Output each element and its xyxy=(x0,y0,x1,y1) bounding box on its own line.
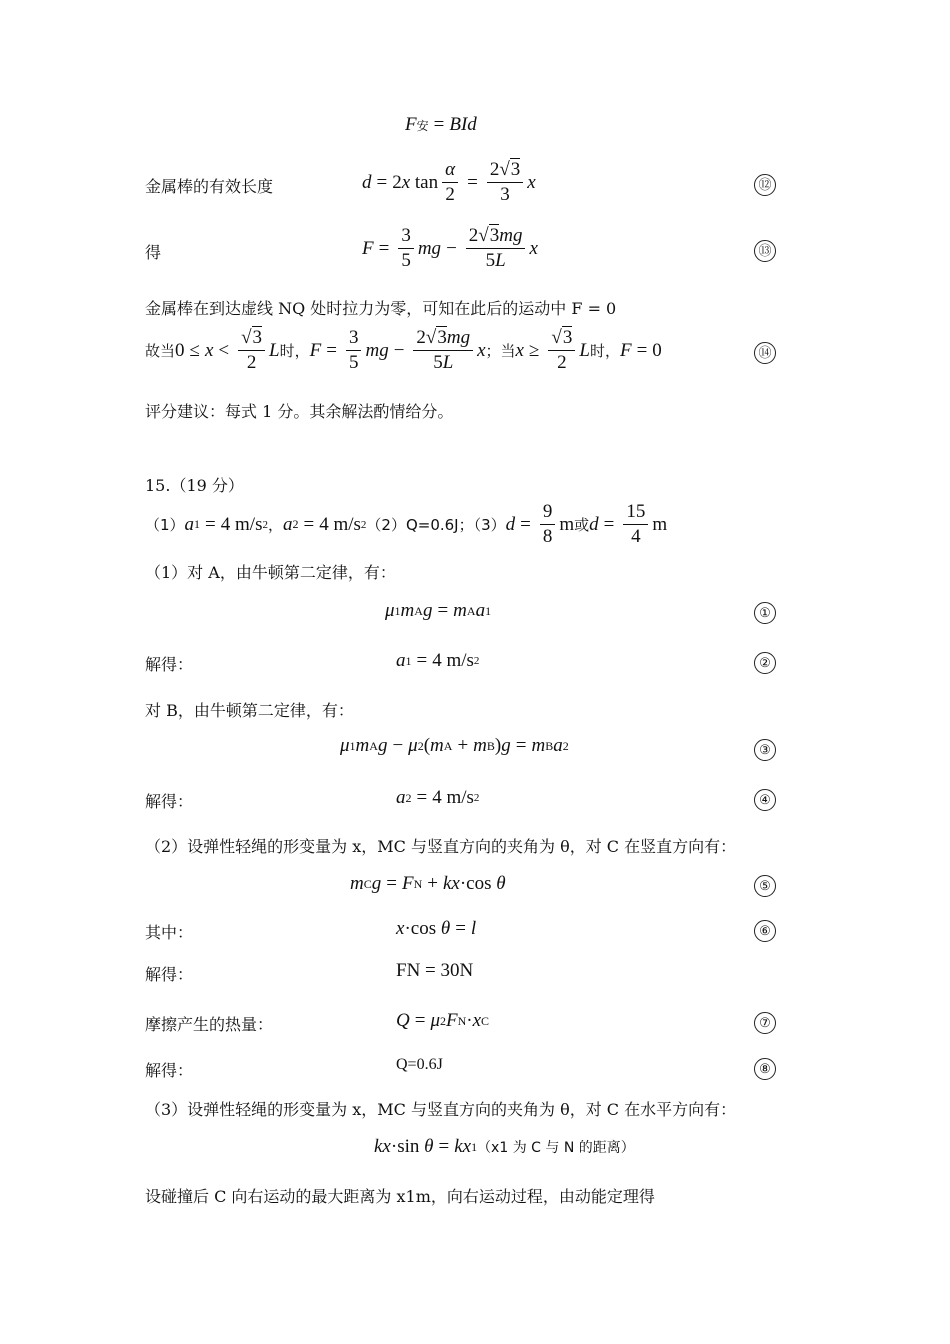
equation-1: μ 1 m A g = m A a 1 ① xyxy=(0,598,950,658)
text-gu-shi1: 时， xyxy=(279,342,310,360)
equation-7: 摩擦产生的热量： Q = μ 2 F N · x C ⑦ xyxy=(0,1008,950,1068)
text-gu-prefix: 故当 xyxy=(145,342,176,360)
equation-4: 解得： a 2 = 4 m/s 2 ④ xyxy=(0,785,950,845)
equation-number-8: ⑧ xyxy=(754,1058,776,1080)
text-gu-shi2: 时， xyxy=(589,342,620,360)
equation-6: 其中： x ·cos θ = l ⑥ xyxy=(0,916,950,976)
equation-number-13: ⑬ xyxy=(754,240,776,262)
label-de: 得 xyxy=(145,243,162,262)
equation-number-6: ⑥ xyxy=(754,920,776,942)
equation-force: 得 F = $\frac{3}{5}$ mg − $\frac{2√3mg}{5L}$ x ⑬ xyxy=(0,224,950,284)
text-part-1: （1）对 A，由牛顿第二定律，有： xyxy=(145,563,396,582)
equation-3: μ 1 m A g − μ 2 ( m A + m B ) g = m B a 2 ③ xyxy=(0,733,950,793)
text-ans-prefix: （1） xyxy=(145,516,185,534)
text-dui-b: 对 B，由牛顿第二定律，有： xyxy=(145,701,354,720)
text-gu-dang: ；当 xyxy=(485,342,516,360)
label-qizhong: 其中： xyxy=(145,923,194,942)
label-jiede-1: 解得： xyxy=(145,655,194,674)
text-part-3: （3）设弹性轻绳的形变量为 x，MC 与竖直方向的夹角为 θ，对 C 在水平方向有： xyxy=(145,1100,737,1119)
text-part-2: （2）设弹性轻绳的形变量为 x，MC 与竖直方向的夹角为 θ，对 C 在竖直方向有： xyxy=(145,837,737,856)
equation-5: m C g = F N + kx ·cos θ ⑤ xyxy=(0,871,950,931)
equation-number-3: ③ xyxy=(754,739,776,761)
equation-2: 解得： a 1 = 4 m/s 2 ② xyxy=(0,648,950,708)
text-ans-or: 或 xyxy=(574,516,590,534)
label-jiede-3: 解得： xyxy=(145,965,194,984)
text-pingfen: 评分建议：每式 1 分。其余解法酌情给分。 xyxy=(145,402,454,421)
equation-piecewise: 故当 0 ≤ x < $\frac{√3}{2}$ L 时， F = $\frac{3}{5}$ mg − $\frac{2√3mg}{5L}$ x ；当 x ≥ $\frac{√3}{2}$ L 时， F = 0 ⑭ xyxy=(0,326,950,386)
equation-number-4: ④ xyxy=(754,789,776,811)
equation-f-an: F 安 = BId xyxy=(405,114,477,135)
q-result: Q=0.6J xyxy=(396,1056,443,1073)
equation-number-7: ⑦ xyxy=(754,1012,776,1034)
equation-number-14: ⑭ xyxy=(754,342,776,364)
text-kx-note: （x1 为 C 与 N 的距离） xyxy=(477,1140,635,1156)
text-nq: 金属棒在到达虚线 NQ 处时拉力为零，可知在此后的运动中 F = 0 xyxy=(145,299,617,318)
label-jiede-2: 解得： xyxy=(145,792,194,811)
equation-number-2: ② xyxy=(754,652,776,674)
equation-number-1: ① xyxy=(754,602,776,624)
equation-number-5: ⑤ xyxy=(754,875,776,897)
equation-effective-length: 金属棒的有效长度 d = 2 x tan $\frac{\alpha}{2}$ = $\frac{2√3}{3}$ x ⑫ xyxy=(0,158,950,218)
label-effective-length: 金属棒的有效长度 xyxy=(145,177,274,196)
equation-number-12: ⑫ xyxy=(754,174,776,196)
equation-kx: kx ·sin θ = kx 1 （x1 为 C 与 N 的距离） xyxy=(374,1136,635,1157)
text-last: 设碰撞后 C 向右运动的最大距离为 x1m，向右运动过程，由动能定理得 xyxy=(145,1187,655,1206)
label-mocha: 摩擦产生的热量： xyxy=(145,1015,274,1034)
question-15-heading: 15.（19 分） xyxy=(145,476,244,495)
label-jiede-4: 解得： xyxy=(145,1061,194,1080)
fn-result: FN = 30N xyxy=(396,960,474,981)
answers-summary: （1） a 1 = 4 m/s 2 ， a 2 = 4 m/s 2 （2）Q=0.6J；（3） d = $\frac{9}{8}$ m 或 d = $\frac{15}{4}$ m xyxy=(145,501,668,547)
text-ans-mid: （2）Q=0.6J；（3） xyxy=(366,516,506,534)
